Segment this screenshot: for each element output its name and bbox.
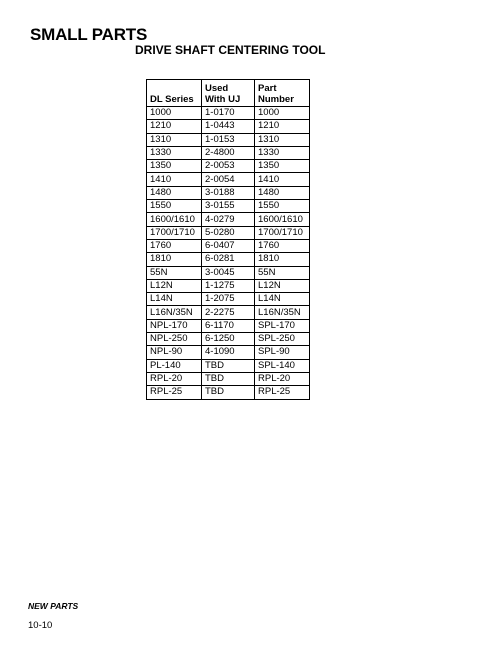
dl-series-cell: 1700/1710 <box>147 226 202 239</box>
dl-series-cell: 1000 <box>147 107 202 120</box>
used-with-uj-cell: 6-1170 <box>202 319 255 332</box>
part-number-cell: 1310 <box>255 133 310 146</box>
table-row <box>147 239 310 252</box>
header-part-number-line2: Number <box>258 94 294 105</box>
table-body <box>147 107 310 400</box>
table-row <box>147 253 310 266</box>
used-with-uj-cell: 1-2075 <box>202 293 255 306</box>
part-number-cell: L14N <box>255 293 310 306</box>
part-number-cell: 1330 <box>255 146 310 159</box>
table-row <box>147 293 310 306</box>
table-row <box>147 173 310 186</box>
table-row <box>147 372 310 385</box>
used-with-uj-cell: 6-0407 <box>202 239 255 252</box>
part-number-cell: 1410 <box>255 173 310 186</box>
parts-table <box>146 79 310 400</box>
dl-series-cell: PL-140 <box>147 359 202 372</box>
dl-series-cell: L14N <box>147 293 202 306</box>
dl-series-cell: 1810 <box>147 253 202 266</box>
used-with-uj-cell: 3-0045 <box>202 266 255 279</box>
part-number-cell: 1210 <box>255 120 310 133</box>
dl-series-cell: RPL-20 <box>147 372 202 385</box>
table-row <box>147 319 310 332</box>
part-number-cell: 1600/1610 <box>255 213 310 226</box>
table-header-row <box>147 80 310 107</box>
used-with-uj-cell: TBD <box>202 386 255 399</box>
footer-section-label: NEW PARTS <box>28 601 79 611</box>
table-row <box>147 359 310 372</box>
table-row <box>147 186 310 199</box>
dl-series-cell: RPL-25 <box>147 386 202 399</box>
part-number-cell: 1550 <box>255 200 310 213</box>
table-row <box>147 146 310 159</box>
used-with-uj-cell: 2-0054 <box>202 173 255 186</box>
dl-series-cell: 55N <box>147 266 202 279</box>
table-row <box>147 226 310 239</box>
used-with-uj-cell: 6-1250 <box>202 333 255 346</box>
table-header <box>147 80 310 107</box>
table-row <box>147 333 310 346</box>
dl-series-cell: L16N/35N <box>147 306 202 319</box>
footer-page-number: 10-10 <box>28 620 53 631</box>
dl-series-cell: 1310 <box>147 133 202 146</box>
header-part-number-line1: Part <box>258 83 277 94</box>
table-row <box>147 213 310 226</box>
dl-series-cell: 1410 <box>147 173 202 186</box>
used-with-uj-cell: TBD <box>202 359 255 372</box>
part-number-cell: L12N <box>255 279 310 292</box>
used-with-uj-cell: 4-1090 <box>202 346 255 359</box>
used-with-uj-cell: 3-0188 <box>202 186 255 199</box>
dl-series-cell: NPL-90 <box>147 346 202 359</box>
header-dl-series <box>147 80 202 107</box>
used-with-uj-cell: 3-0155 <box>202 200 255 213</box>
dl-series-cell: 1480 <box>147 186 202 199</box>
used-with-uj-cell: 1-1275 <box>202 279 255 292</box>
part-number-cell: 1700/1710 <box>255 226 310 239</box>
part-number-cell: 55N <box>255 266 310 279</box>
table-row <box>147 200 310 213</box>
page-title: SMALL PARTS <box>30 25 148 44</box>
used-with-uj-cell: 1-0443 <box>202 120 255 133</box>
table-row <box>147 266 310 279</box>
table-row <box>147 107 310 120</box>
table-row <box>147 346 310 359</box>
used-with-uj-cell: TBD <box>202 372 255 385</box>
dl-series-cell: 1350 <box>147 160 202 173</box>
part-number-cell: SPL-90 <box>255 346 310 359</box>
dl-series-cell: 1600/1610 <box>147 213 202 226</box>
header-dl-series-line2: DL Series <box>150 94 194 105</box>
part-number-cell: L16N/35N <box>255 306 310 319</box>
used-with-uj-cell: 4-0279 <box>202 213 255 226</box>
part-number-cell: SPL-250 <box>255 333 310 346</box>
used-with-uj-cell: 6-0281 <box>202 253 255 266</box>
part-number-cell: 1350 <box>255 160 310 173</box>
table-row <box>147 279 310 292</box>
table-row <box>147 133 310 146</box>
dl-series-cell: 1330 <box>147 146 202 159</box>
dl-series-cell: 1760 <box>147 239 202 252</box>
used-with-uj-cell: 1-0153 <box>202 133 255 146</box>
header-used-with-uj <box>202 80 255 107</box>
dl-series-cell: NPL-250 <box>147 333 202 346</box>
part-number-cell: SPL-170 <box>255 319 310 332</box>
dl-series-cell: 1550 <box>147 200 202 213</box>
used-with-uj-cell: 2-4800 <box>202 146 255 159</box>
used-with-uj-cell: 5-0280 <box>202 226 255 239</box>
part-number-cell: 1760 <box>255 239 310 252</box>
header-used-with-uj-line1: Used <box>205 83 229 94</box>
dl-series-cell: 1210 <box>147 120 202 133</box>
part-number-cell: SPL-140 <box>255 359 310 372</box>
part-number-cell: RPL-20 <box>255 372 310 385</box>
section-title: DRIVE SHAFT CENTERING TOOL <box>135 43 326 57</box>
used-with-uj-cell: 2-0053 <box>202 160 255 173</box>
dl-series-cell: NPL-170 <box>147 319 202 332</box>
table-row <box>147 306 310 319</box>
part-number-cell: 1810 <box>255 253 310 266</box>
table-row <box>147 386 310 399</box>
table-row <box>147 120 310 133</box>
header-used-with-uj-line2: With UJ <box>205 94 241 105</box>
part-number-cell: RPL-25 <box>255 386 310 399</box>
used-with-uj-cell: 1-0170 <box>202 107 255 120</box>
part-number-cell: 1000 <box>255 107 310 120</box>
part-number-cell: 1480 <box>255 186 310 199</box>
header-part-number <box>255 80 310 107</box>
table-row <box>147 160 310 173</box>
used-with-uj-cell: 2-2275 <box>202 306 255 319</box>
dl-series-cell: L12N <box>147 279 202 292</box>
